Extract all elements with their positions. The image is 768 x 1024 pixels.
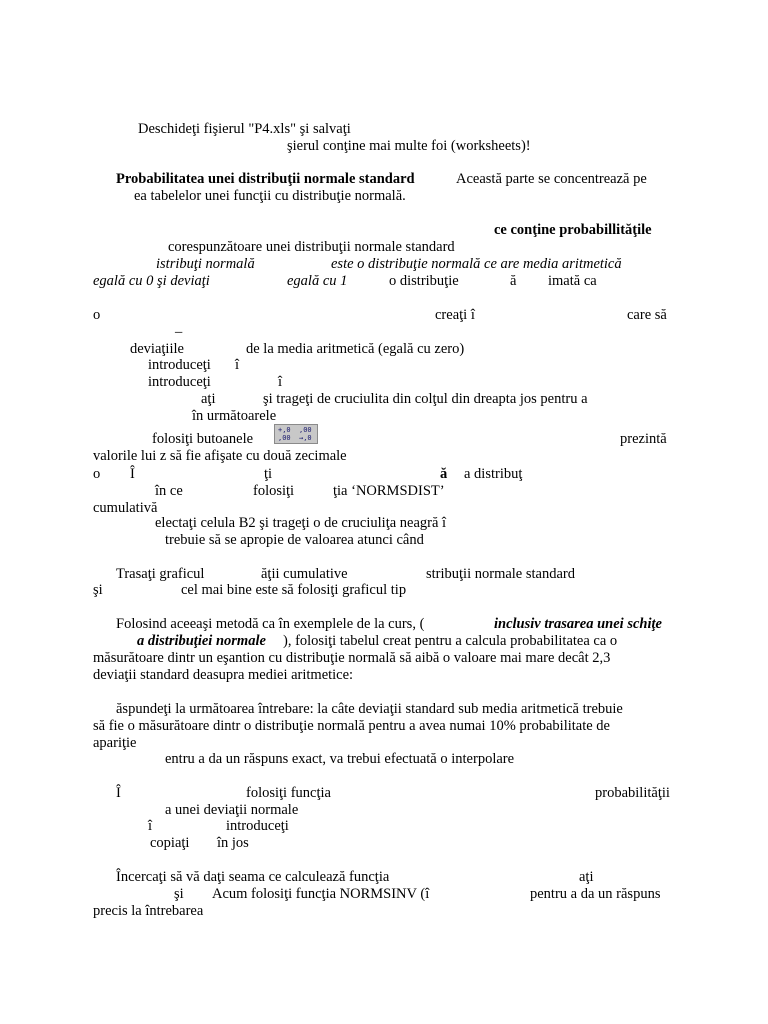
text-and-2: şi xyxy=(174,886,184,902)
text-use-buttons: folosiţi butoanele xyxy=(152,431,254,447)
text-same-method: Folosind aceeaşi metodă ca în exemplele de la curs, ( xyxy=(116,616,425,632)
text-select-b2: electaţi celula B2 şi trageţi o de cruciuliţa neagră î xyxy=(155,515,447,531)
text-normal-deviation: a unei deviaţii normale xyxy=(165,802,299,818)
text-normal-dist: istribuţi normală xyxy=(156,256,255,272)
text-deviations: deviaţiile xyxy=(130,341,184,357)
text-two-decimals: valorile lui z să fie afişate cu două zecimale xyxy=(93,448,347,464)
text-approximated: imată ca xyxy=(548,273,597,289)
text-plot-graph: Trasaţi graficul xyxy=(116,566,205,582)
text-occurrence: apariţie xyxy=(93,735,137,751)
text-copy: copiaţi xyxy=(150,835,190,851)
text-which: care să xyxy=(627,307,667,323)
text-distribution-frag: a distribuţ xyxy=(464,466,523,482)
text-enter-3: introduceţi xyxy=(226,818,289,834)
text-measurement: măsurătoare dintr un eşantion cu distribuţie normală să aibă o valoare mai mare decât 2,3 xyxy=(93,650,611,666)
text-ti: ţi xyxy=(264,466,273,482)
text-probability: probabilităţii xyxy=(595,785,670,801)
text-the-question: precis la întrebarea xyxy=(93,903,204,919)
decimal-buttons[interactable] xyxy=(274,424,318,444)
text-cumulative-2: ăţii cumulative xyxy=(261,566,348,582)
text-enter-1: introduceţi xyxy=(148,357,211,373)
text-file-contains: şierul conţine mai multe foi (worksheets)! xyxy=(287,138,531,154)
text-a-distribution: o distribuţie xyxy=(389,273,459,289)
text-presents: prezintă xyxy=(620,431,667,447)
text-in-3: î xyxy=(148,818,153,834)
text-in-which: în ce xyxy=(155,483,183,499)
text-cumulative: cumulativă xyxy=(93,500,158,516)
text-std-above: deviaţii standard deasupra mediei aritmetice: xyxy=(93,667,354,683)
text-graph-type: cel mai bine este să folosiţi graficul tip xyxy=(181,582,407,598)
increase-decimal-icon[interactable]: +,0 ,00 xyxy=(278,426,291,442)
text-down: în jos xyxy=(217,835,249,851)
text-in-1: î xyxy=(235,357,240,373)
text-normal-dist-bold: a distribuţiei normale xyxy=(137,633,266,649)
text-probabilities: ce conţine probabillităţile xyxy=(494,222,652,238)
text-and: şi xyxy=(93,582,103,598)
text-interpolation: entru a da un răspuns exact, va trebui efectuată o interpolare xyxy=(165,751,515,767)
text-use: folosiţi xyxy=(253,483,295,499)
decrease-decimal-icon[interactable]: ,00 →,0 xyxy=(299,426,312,442)
text-in-2: î xyxy=(278,374,283,390)
text-measurement-2: să fie o măsurătoare dintr o distribuţie normală pentru a avea numai 10% probabilitate de xyxy=(93,718,610,734)
text-fragment-a: ă xyxy=(510,273,517,289)
text-tables-intro: ea tabelelor unei funcţii cu distribuţie normală. xyxy=(134,188,406,204)
text-precise-answer: pentru a da un răspuns xyxy=(530,886,661,902)
text-normsdist: ţia ‘NORMSDIST’ xyxy=(333,483,445,499)
bullet-marker-2: o xyxy=(93,466,101,482)
text-ati-2: aţi xyxy=(579,869,594,885)
bullet-marker: o xyxy=(93,307,101,323)
text-ati: aţi xyxy=(201,391,216,407)
text-in-cap: Î xyxy=(130,466,135,482)
text-sketch: inclusiv trasarea unei schiţe xyxy=(494,616,662,632)
text-create-in: creaţi î xyxy=(435,307,475,323)
section-heading: Probabilitatea unei distribuţii normale standard xyxy=(116,171,415,187)
text-in-cap-2: Î xyxy=(116,785,121,801)
text-mean-zero: egală cu 0 şi deviaţi xyxy=(93,273,210,289)
text-equal-one: egală cu 1 xyxy=(287,273,348,289)
text-bold-a: ă xyxy=(440,466,448,482)
text-use-table: ), folosiţi tabelul creat pentru a calcula probabilitatea ca o xyxy=(283,633,618,649)
text-dash: – xyxy=(175,324,183,340)
text-from-mean: de la media aritmetică (egală cu zero) xyxy=(246,341,465,357)
text-section-intro: Această parte se concentrează pe xyxy=(456,171,647,187)
text-use-function: folosiţi funcţia xyxy=(246,785,331,801)
text-normsinv: Acum folosiţi funcţia NORMSINV (î xyxy=(212,886,430,902)
text-normal-def: este o distribuţie normală ce are media aritmetică xyxy=(331,256,622,272)
text-approach-value: trebuie să se apropie de valoarea atunci când xyxy=(165,532,424,548)
text-enter-2: introduceţi xyxy=(148,374,211,390)
text-open-file: Deschideţi fişierul "P4.xls" şi salvaţi xyxy=(138,121,351,137)
text-drag-cross: şi trageţi de cruciulita din colţul din dreapta jos pentru a xyxy=(263,391,588,407)
text-corresponding: corespunzătoare unei distribuţii normale standard xyxy=(168,239,455,255)
text-answer-question: ăspundeţi la următoarea întrebare: la câte deviaţii standard sub media aritmetică trebuie xyxy=(116,701,623,717)
text-std-normal: stribuţii normale standard xyxy=(426,566,575,582)
text-try-figure: Încercaţi să vă daţi seama ce calculează funcţia xyxy=(116,869,390,885)
text-following: în următoarele xyxy=(192,408,277,424)
